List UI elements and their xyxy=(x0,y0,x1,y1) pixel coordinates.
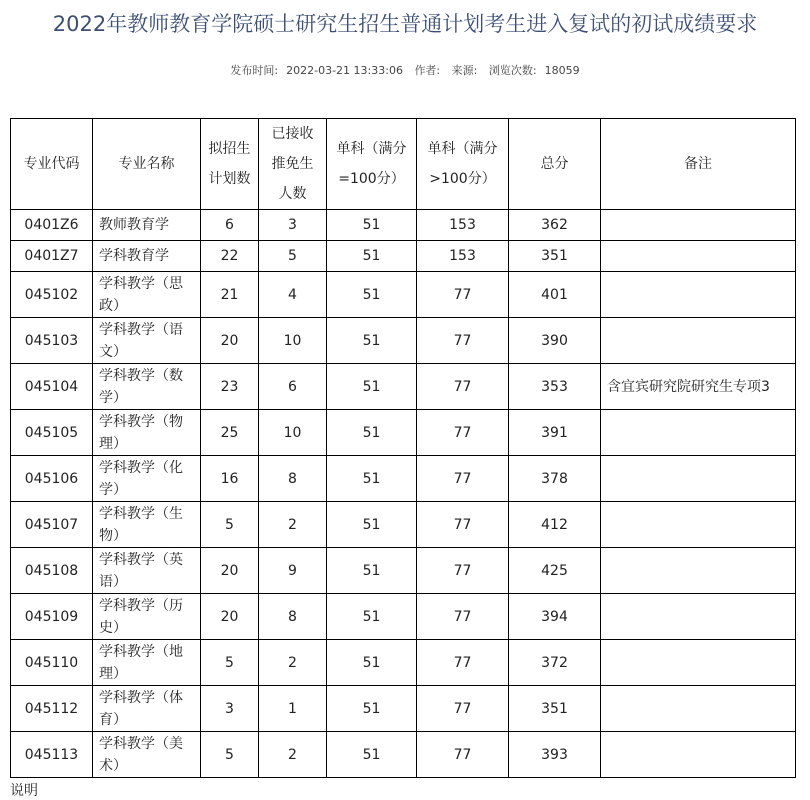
row-exempt: 5 xyxy=(259,241,327,272)
row-code: 0401Z7 xyxy=(11,241,93,272)
table-row xyxy=(11,210,796,241)
row-single-over-100: 77 xyxy=(417,364,509,410)
row-code: 045104 xyxy=(11,364,93,410)
row-plan: 25 xyxy=(201,410,259,456)
row-code: 045108 xyxy=(11,548,93,594)
row-single-over-100: 77 xyxy=(417,318,509,364)
row-plan: 20 xyxy=(201,548,259,594)
row-plan: 5 xyxy=(201,732,259,778)
row-name: 学科教学（体育） xyxy=(93,686,201,732)
row-single-over-100: 77 xyxy=(417,456,509,502)
row-name: 学科教育学 xyxy=(93,241,201,272)
row-exempt: 1 xyxy=(259,686,327,732)
row-single-100: 51 xyxy=(327,502,417,548)
row-code: 045109 xyxy=(11,594,93,640)
row-code: 045106 xyxy=(11,456,93,502)
row-exempt: 3 xyxy=(259,210,327,241)
row-remark xyxy=(601,594,796,640)
row-single-over-100: 153 xyxy=(417,241,509,272)
source-label: 来源: xyxy=(451,64,478,77)
header-code: 专业代码 xyxy=(11,119,93,210)
row-single-over-100: 77 xyxy=(417,732,509,778)
table-row xyxy=(11,364,796,410)
row-single-100: 51 xyxy=(327,456,417,502)
row-plan: 20 xyxy=(201,318,259,364)
table-header-row xyxy=(11,119,796,210)
row-plan: 5 xyxy=(201,640,259,686)
row-single-100: 51 xyxy=(327,364,417,410)
row-single-over-100: 77 xyxy=(417,548,509,594)
row-exempt: 6 xyxy=(259,364,327,410)
row-code: 045103 xyxy=(11,318,93,364)
row-name: 学科教学（历史） xyxy=(93,594,201,640)
row-code: 045107 xyxy=(11,502,93,548)
row-single-over-100: 77 xyxy=(417,502,509,548)
row-total: 393 xyxy=(509,732,601,778)
views-count: 18059 xyxy=(544,64,580,77)
row-single-100: 51 xyxy=(327,410,417,456)
row-single-over-100: 77 xyxy=(417,410,509,456)
row-single-over-100: 77 xyxy=(417,640,509,686)
row-name: 学科教学（思政） xyxy=(93,272,201,318)
row-single-100: 51 xyxy=(327,241,417,272)
row-total: 394 xyxy=(509,594,601,640)
table-row xyxy=(11,456,796,502)
score-requirements-table xyxy=(10,118,796,778)
header-remark: 备注 xyxy=(601,119,796,210)
row-plan: 6 xyxy=(201,210,259,241)
row-remark: 含宜宾研究院研究生专项3 xyxy=(601,364,796,410)
row-single-100: 51 xyxy=(327,548,417,594)
row-single-100: 51 xyxy=(327,732,417,778)
row-code: 0401Z6 xyxy=(11,210,93,241)
row-total: 351 xyxy=(509,241,601,272)
row-single-100: 51 xyxy=(327,640,417,686)
publish-time: 2022-03-21 13:33:06 xyxy=(286,64,403,77)
row-remark xyxy=(601,318,796,364)
row-total: 362 xyxy=(509,210,601,241)
row-remark xyxy=(601,732,796,778)
header-single-over-100: 单科（满分>100分） xyxy=(417,119,509,210)
row-name: 学科教学（语文） xyxy=(93,318,201,364)
row-remark xyxy=(601,548,796,594)
table-row xyxy=(11,548,796,594)
row-remark xyxy=(601,456,796,502)
row-single-100: 51 xyxy=(327,318,417,364)
row-single-100: 51 xyxy=(327,686,417,732)
row-plan: 16 xyxy=(201,456,259,502)
row-name: 教师教育学 xyxy=(93,210,201,241)
row-single-over-100: 153 xyxy=(417,210,509,241)
row-exempt: 4 xyxy=(259,272,327,318)
row-total: 351 xyxy=(509,686,601,732)
row-plan: 5 xyxy=(201,502,259,548)
row-remark xyxy=(601,210,796,241)
row-code: 045112 xyxy=(11,686,93,732)
row-code: 045102 xyxy=(11,272,93,318)
row-code: 045110 xyxy=(11,640,93,686)
table-row xyxy=(11,686,796,732)
row-code: 045105 xyxy=(11,410,93,456)
row-total: 372 xyxy=(509,640,601,686)
row-plan: 23 xyxy=(201,364,259,410)
row-total: 412 xyxy=(509,502,601,548)
row-name: 学科教学（美术） xyxy=(93,732,201,778)
row-code: 045113 xyxy=(11,732,93,778)
article-meta xyxy=(0,62,810,78)
row-remark xyxy=(601,272,796,318)
row-plan: 21 xyxy=(201,272,259,318)
views-label: 浏览次数: xyxy=(488,64,537,77)
row-total: 425 xyxy=(509,548,601,594)
header-single-100: 单科（满分=100分） xyxy=(327,119,417,210)
row-single-100: 51 xyxy=(327,594,417,640)
row-plan: 3 xyxy=(201,686,259,732)
row-single-over-100: 77 xyxy=(417,272,509,318)
row-remark xyxy=(601,410,796,456)
table-row xyxy=(11,241,796,272)
row-single-over-100: 77 xyxy=(417,686,509,732)
row-remark xyxy=(601,502,796,548)
row-single-100: 51 xyxy=(327,210,417,241)
table-row xyxy=(11,732,796,778)
row-remark xyxy=(601,241,796,272)
row-single-over-100: 77 xyxy=(417,594,509,640)
row-single-100: 51 xyxy=(327,272,417,318)
row-plan: 20 xyxy=(201,594,259,640)
row-total: 390 xyxy=(509,318,601,364)
table-row xyxy=(11,640,796,686)
row-total: 401 xyxy=(509,272,601,318)
row-name: 学科教学（物理） xyxy=(93,410,201,456)
publish-label: 发布时间: xyxy=(230,64,279,77)
row-name: 学科教学（化学） xyxy=(93,456,201,502)
header-total: 总分 xyxy=(509,119,601,210)
table-row xyxy=(11,272,796,318)
row-plan: 22 xyxy=(201,241,259,272)
table-row xyxy=(11,594,796,640)
row-exempt: 10 xyxy=(259,410,327,456)
header-plan: 拟招生计划数 xyxy=(201,119,259,210)
row-exempt: 2 xyxy=(259,732,327,778)
header-exempt: 已接收推免生人数 xyxy=(259,119,327,210)
notes-label: 说明 xyxy=(10,783,38,799)
page-title: 2022年教师教育学院硕士研究生招生普通计划考生进入复试的初试成绩要求 xyxy=(52,12,758,36)
row-exempt: 8 xyxy=(259,456,327,502)
row-name: 学科教学（生物） xyxy=(93,502,201,548)
row-exempt: 2 xyxy=(259,640,327,686)
row-exempt: 2 xyxy=(259,502,327,548)
row-exempt: 9 xyxy=(259,548,327,594)
row-total: 378 xyxy=(509,456,601,502)
row-name: 学科教学（地理） xyxy=(93,640,201,686)
table-row xyxy=(11,318,796,364)
author-label: 作者: xyxy=(414,64,441,77)
row-exempt: 10 xyxy=(259,318,327,364)
row-total: 391 xyxy=(509,410,601,456)
row-name: 学科教学（英语） xyxy=(93,548,201,594)
row-name: 学科教学（数学） xyxy=(93,364,201,410)
header-name: 专业名称 xyxy=(93,119,201,210)
table-row xyxy=(11,502,796,548)
row-remark xyxy=(601,686,796,732)
row-exempt: 8 xyxy=(259,594,327,640)
row-total: 353 xyxy=(509,364,601,410)
table-row xyxy=(11,410,796,456)
row-remark xyxy=(601,640,796,686)
